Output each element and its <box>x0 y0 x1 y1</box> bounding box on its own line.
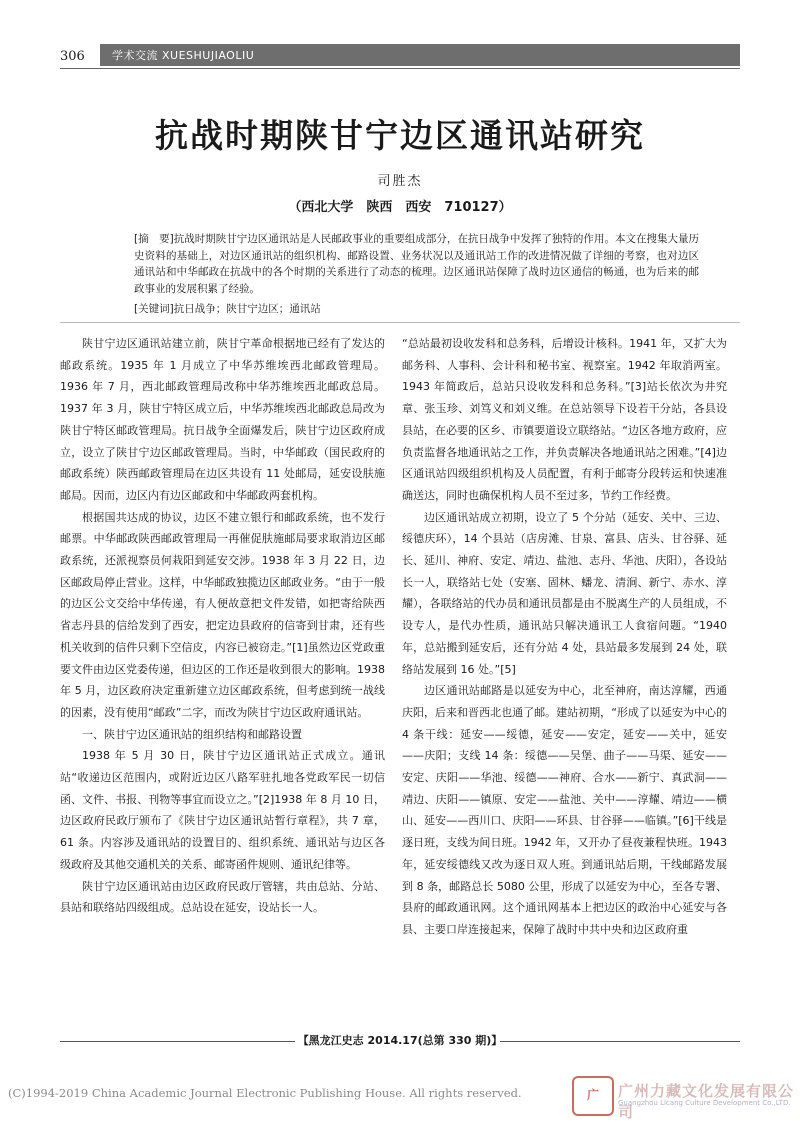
body-column-left <box>60 333 385 919</box>
header-rule <box>60 68 740 69</box>
keywords-text: 抗日战争；陕甘宁边区；通讯站 <box>173 303 321 315</box>
journal-reference: 【黑龙江史志 2014.17(总第 330 期)】 <box>297 1034 503 1047</box>
paragraph: “总站最初设收发科和总务科，后增设计核科。1941 年，又扩大为邮务科、人事科、会计科和秘书室、视察室。1942 年取消两室。1943 年简政后，总站只设收发科和总务科。”[3]站长依次为井究章、张玉珍、刘笃义和刘义维。在总站领导下设若干分站，各县设县站，在必要的区乡、市镇要道设立联络站。“边区各地方政府，应负责监督各地通讯站之工作，并负责解决各地通讯站之困难。”[4]边区通讯站四级组织机构及人员配置，有利于邮寄分段转运和快速准确送达，同时也确保机构人员不至过多，节约工作经费。 <box>402 337 727 502</box>
seal-logo-icon <box>572 1076 614 1116</box>
section-label: 学术交流 XUESHUJIAOLIU <box>112 49 255 62</box>
page-number: 306 <box>60 49 85 64</box>
author-affiliation: （西北大学 陕西 西安 710127） <box>288 200 512 215</box>
paragraph: 根据国共达成的协议，边区不建立银行和邮政系统，也不发行邮票。中华邮政陕西邮政管理局一再催促肤施邮局要求取消边区邮政系统，还派视察员何栽阳到延安交涉。1938 年 3 月 22 日，边区邮政局停止营业。这样，中华邮政独揽边区邮政业务。“由于一般的边区公文交给中华传递，有人便故意把文件发错，如把寄给陕西省志丹县的信给发到了西安，把定边县政府的信寄到甘肃，还有些机关收到的信件只剩下空信皮，内容已被窃走。”[1]虽然边区党政重要文件由边区党委传递，但边区的工作还是收到很大的影响。1938 年 5 月，边区政府决定重新建立边区邮政系统，但考虑到统一战线的因素，没有使用“邮政”二字，而改为陕甘宁边区政府通讯站。 <box>60 510 385 719</box>
abstract <box>134 231 699 297</box>
watermark-org-name-en: Guangzhou Licang Culture Development Co.,LTD. <box>618 1099 791 1107</box>
abstract-rule <box>60 322 740 323</box>
body-column-right <box>402 333 727 941</box>
seal-glyph: 广 <box>586 1088 599 1102</box>
keywords-label: [关键词] <box>134 303 174 315</box>
paragraph: 陕甘宁边区通讯站由边区政府民政厅管辖，共由总站、分站、县站和联络站四级组成。总站设在延安，设站长一人。 <box>60 879 385 915</box>
paragraph: 边区通讯站成立初期，设立了 5 个分站（延安、关中、三边、绥德庆环），14 个县站（店房滩、甘泉、富县、店头、甘谷驿、延长、延川、神府、安定、靖边、盐池、志丹、华池、庆阳），各设站长一人，联络站七处（安塞、固林、蟠龙、清涧、新宁、赤水、淳耀），各联络站的代办员和通讯员都是由不脱离生产的人员组成，不设专人，是代办性质，通讯站只解决通讯工人食宿问题。“1940 年，总站搬到延安后，还有分站 4 处，县站最多发展到 24 处，联络站发展到 16 处。”[5] <box>402 510 727 676</box>
abstract-text: 抗战时期陕甘宁边区通讯站是人民邮政事业的重要组成部分，在抗日战争中发挥了独特的作用。本文在搜集大量历史资料的基础上，对边区通讯站的组织机构、邮路设置、业务状况以及通讯站工作的改进情况做了详细的考察，也对边区通讯站和中华邮政在抗战中的各个时期的关系进行了动态的梳理。边区通讯站保障了战时边区通信的畅通，也为后来的邮政事业的发展积累了经验。 <box>134 233 699 295</box>
article-title: 抗战时期陕甘宁边区通讯站研究 <box>155 116 645 155</box>
copyright-notice: (C)1994-2019 China Academic Journal Electronic Publishing House. All rights reserved. <box>8 1086 522 1100</box>
paragraph: 陕甘宁边区通讯站建立前，陕甘宁革命根据地已经有了发达的邮政系统。1935 年 1 月成立了中华苏维埃西北邮政管理局。1936 年 7 月，西北邮政管理局改称中华苏维埃西北邮政总局。1937 年 3 月，陕甘宁特区成立后，中华苏维埃西北邮政总局改为陕甘宁特区邮政管理局。抗日战争全面爆发后，陕甘宁边区政府成立，设立了陕甘宁边区邮政管理局。当时，中华邮政（国民政府的邮政系统）陕西邮政管理局在边区共设有 11 处邮局，延安设肤施邮局。因而，边区内有边区邮政和中华邮政两套机构。 <box>60 337 385 502</box>
author-name: 司胜杰 <box>377 174 423 189</box>
paragraph: 边区通讯站邮路是以延安为中心，北至神府，南达淳耀，西通庆阳，后来和晋西北也通了邮。建站初期，“形成了以延安为中心的 4 条干线：延安——绥德，延安——安定，延安——关中，延安——庆阳；支线 14 条：绥德——吴堡、曲子——马渠、延安——安定、庆阳——华池、绥德——神府、合水——新宁、真武洞——靖边、庆阳——镇原、安定——盐池、关中——淳耀、靖边——横山、延安——西川口、庆阳——环县、甘谷驿——临镇。”[6]干线是逐日班，支线为间日班。1942 年，又开办了昼夜兼程快班。1943 年，延安绥德线又改为逐日双人班。到通讯站后期，干线邮路发展到 8 条，邮路总长 5080 公里，形成了以延安为中心，至各专署、县府的邮政通讯网。这个通讯网基本上把边区的政治中心延安与各县、主要口岸连接起来，保障了战时中共中央和边区政府重 <box>402 684 727 936</box>
abstract-label: [摘 要] <box>134 233 174 245</box>
keywords <box>134 301 699 318</box>
watermark-org-name: 广州力藏文化发展有限公司 <box>618 1082 795 1121</box>
paragraph: 1938 年 5 月 30 日，陕甘宁边区通讯站正式成立。通讯站“收递边区范围内，或附近边区八路军驻扎地各党政军民一切信函、文件、书报、刊物等事宜而设立之。”[2]1938 年 8 月 10 日，边区政府民政厅颁布了《陕甘宁边区通讯站暂行章程》，共 7 章，61 条。内容涉及通讯站的设置目的、组织系统、通讯站与边区各级政府及其他交通机关的关系、邮寄函件规则、通讯纪律等。 <box>60 749 385 871</box>
section-heading: 一、陕甘宁边区通讯站的组织结构和邮路设置 <box>82 727 302 741</box>
